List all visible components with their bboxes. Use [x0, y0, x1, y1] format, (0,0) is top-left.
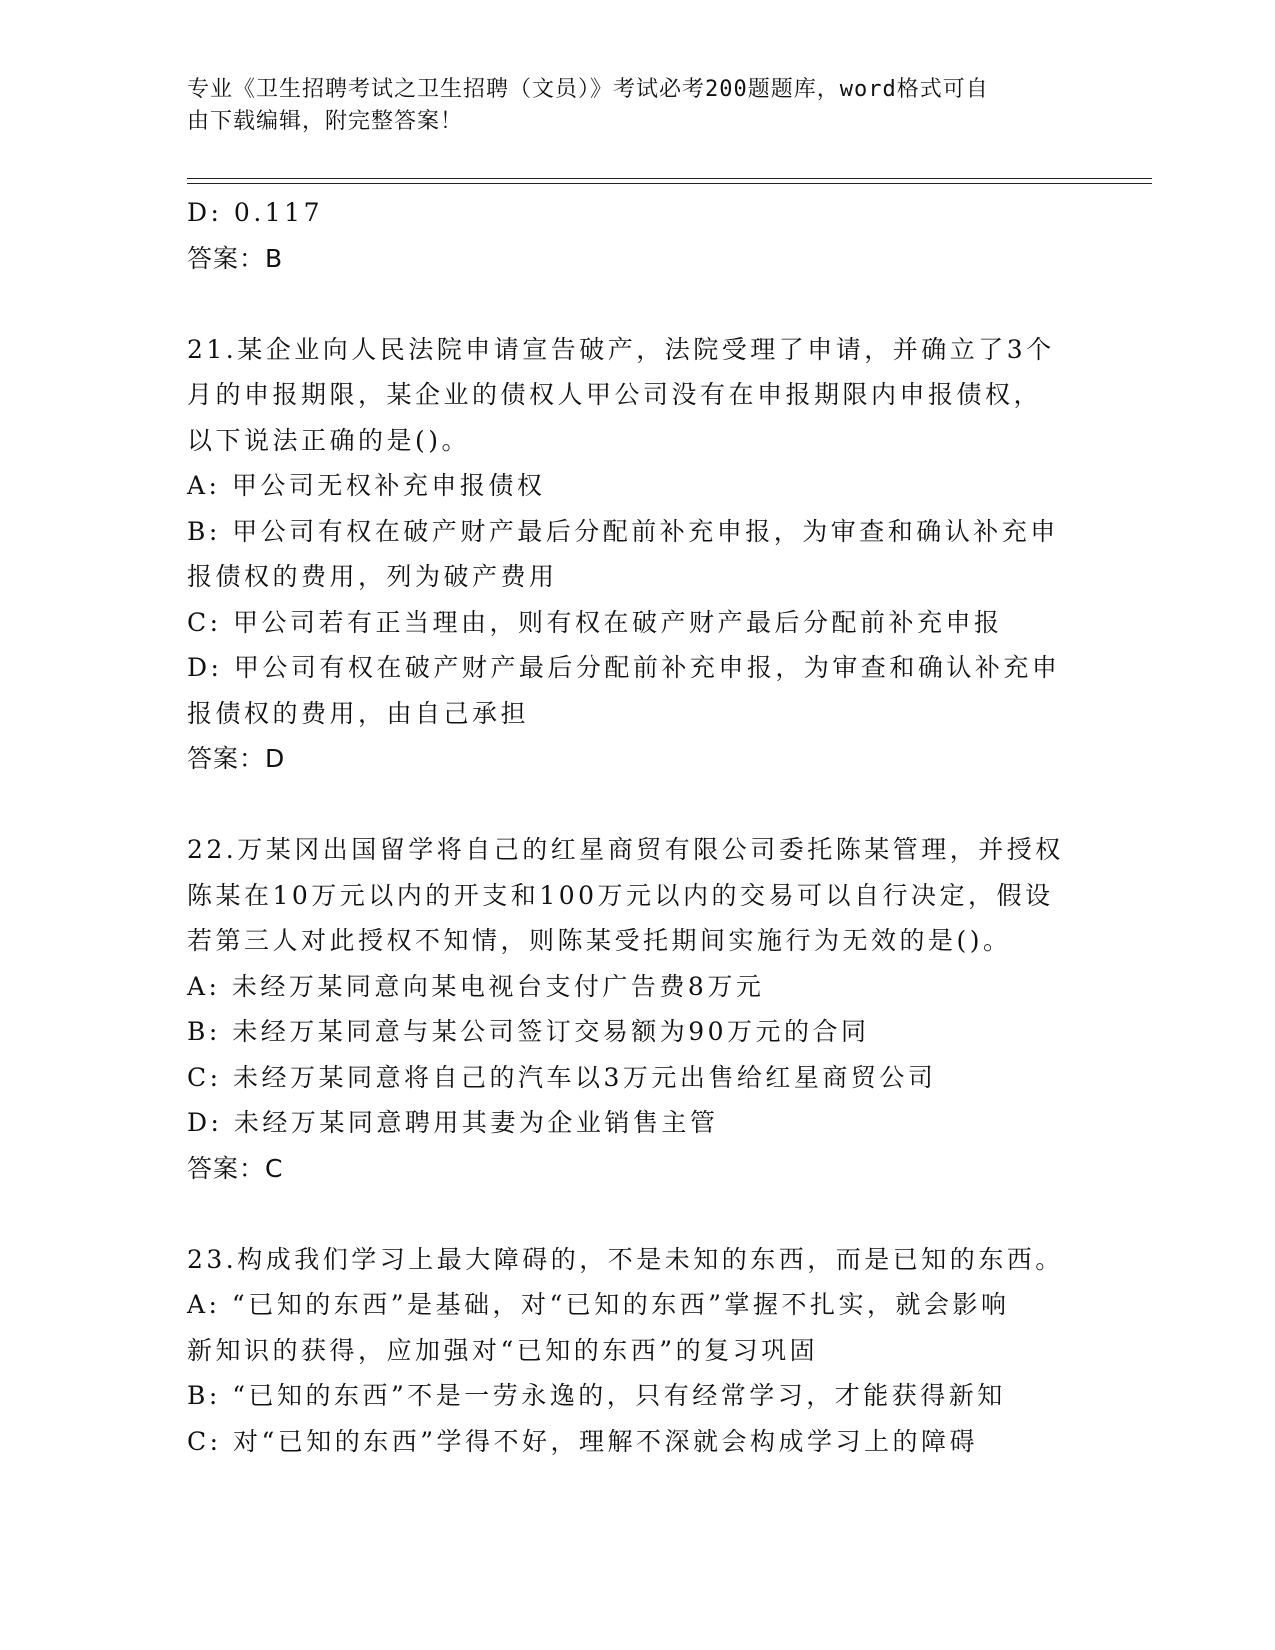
answer-text: 答案：D — [187, 744, 286, 773]
option-text: C: 未经万某同意将自己的汽车以3万元出售给红星商贸公司 — [187, 1062, 937, 1092]
option-text: D: 甲公司有权在破产财产最后分配前补充申报，为审查和确认补充申 — [187, 653, 1061, 682]
answer-text: 答案：B — [187, 243, 284, 273]
question-stem-line: 23.构成我们学习上最大障碍的，不是未知的东西，而是已知的东西。 — [187, 1244, 1064, 1274]
question-stem-line: 陈某在10万元以内的开支和100万元以内的交易可以自行决定，假设 — [187, 880, 1054, 910]
option-text: B: “已知的东西”不是一劳永逸的，只有经常学习，才能获得新知 — [187, 1381, 1006, 1410]
option-text: A: 未经万某同意向某电视台支付广告费8万元 — [187, 971, 765, 1001]
option-text: B: 甲公司有权在破产财产最后分配前补充申报，为审查和确认补充申 — [187, 516, 1059, 546]
option-text: B: 未经万某同意与某公司签订交易额为90万元的合同 — [187, 1017, 870, 1046]
question-stem-line: 21.某企业向人民法院申请宣告破产，法院受理了申请，并确立了3个 — [187, 334, 1055, 364]
question-block — [187, 327, 1077, 782]
header-line: 专业《卫生招聘考试之卫生招聘（文员）》考试必考200题题库，word格式可自 — [187, 77, 989, 102]
spacer — [187, 1191, 1077, 1237]
page-header — [187, 74, 1067, 138]
option-text: A: 甲公司无权补充申报债权 — [187, 471, 546, 500]
spacer — [187, 782, 1077, 828]
header-divider — [187, 178, 1152, 179]
option-text: C: 对“已知的东西”学得不好，理解不深就会构成学习上的障碍 — [187, 1426, 979, 1456]
header-divider — [187, 183, 1152, 184]
question-block — [187, 827, 1077, 1191]
question-stem-line: 以下说法正确的是()。 — [187, 425, 471, 455]
option-text: A: “已知的东西”是基础，对“已知的东西”掌握不扎实，就会影响 — [187, 1290, 1010, 1319]
question-stem-line: 月的申报期限，某企业的债权人甲公司没有在申报期限内申报债权， — [187, 380, 1043, 409]
header-line: 由下载编辑，附完整答案！ — [187, 109, 464, 134]
option-text: 新知识的获得，应加强对“已知的东西”的复习巩固 — [187, 1335, 819, 1365]
option-text: 报债权的费用，由自己承担 — [187, 698, 530, 728]
spacer — [187, 281, 1077, 327]
question-block — [187, 1237, 1077, 1465]
question-stem-line: 若第三人对此授权不知情，则陈某受托期间实施行为无效的是()。 — [187, 926, 1012, 955]
option-text: D: 未经万某同意聘用其妻为企业销售主管 — [187, 1108, 719, 1137]
option-text: D: 0.117 — [187, 198, 323, 227]
option-text: C: 甲公司若有正当理由，则有权在破产财产最后分配前补充申报 — [187, 607, 1003, 637]
question-stem-line: 22.万某冈出国留学将自己的红星商贸有限公司委托陈某管理，并授权 — [187, 835, 1064, 864]
document-body — [187, 190, 1077, 1464]
option-text: 报债权的费用，列为破产费用 — [187, 562, 558, 591]
answer-text: 答案：C — [187, 1153, 284, 1183]
